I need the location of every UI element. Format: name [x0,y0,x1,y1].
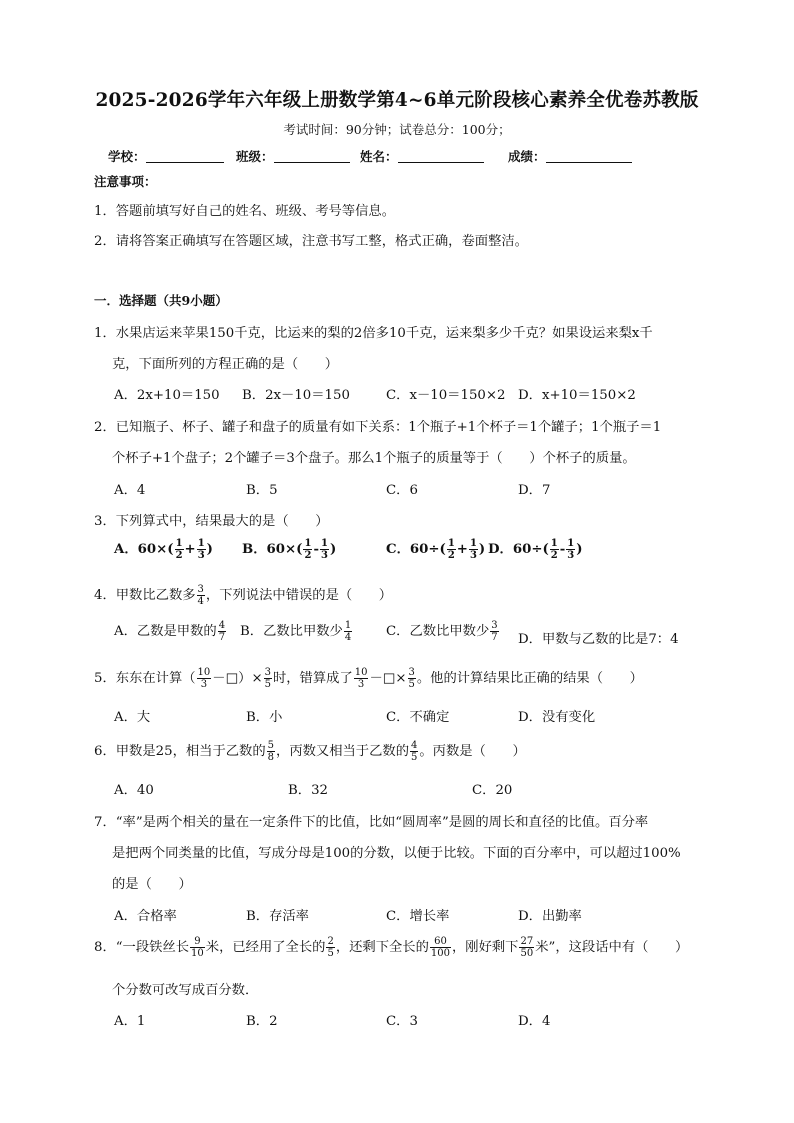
q4-option-a[interactable]: A．乙数是甲数的 $\frac{4}{7}$ [114,620,226,643]
question-8-stem: 8．“一段铁丝长 $\frac{9}{10}$ 米，已经用了全长的 $\frac{2}{5}$ ，还剩下全长的 $\frac{60}{100}$ ，刚好剩下 $\frac{27}{50}$ 米”，这段话中有（ ） [94,936,689,959]
q3-option-c[interactable]: C．60÷( $\frac{1}{2}$ + $\frac{1}{3}$ ) [386,538,486,561]
q7-option-a[interactable]: A．合格率 [114,909,177,924]
section-title: 一．选择题（共9小题） [94,293,228,308]
notice-heading: 注意事项： [94,174,157,189]
q1-option-d[interactable]: D．x+10＝150×2 [518,388,636,403]
q4-option-d[interactable]: D．甲数与乙数的比是7：4 [518,632,679,647]
question-6-stem: 6．甲数是25，相当于乙数的 $\frac{5}{8}$ ，丙数又相当于乙数的 $\frac{4}{5}$ 。丙数是（ ） [94,740,526,763]
score-field[interactable] [508,147,632,165]
question-5-stem: 5．东东在计算（ $\frac{10}{3}$ －□）× $\frac{3}{5}$ 时，错算成了 $\frac{10}{3}$ －□× $\frac{3}{5}$ 。他的计算结果比正确的结果（ ） [94,667,643,690]
question-3-stem: 3．下列算式中，结果最大的是（ ） [94,514,329,529]
q7-option-c[interactable]: C．增长率 [386,909,450,924]
class-label: 班级： [236,149,274,164]
name-label: 姓名： [360,149,398,164]
name-field[interactable] [360,147,484,165]
q6-option-c[interactable]: C．20 [472,783,513,798]
q3-option-b[interactable]: B．60×( $\frac{1}{2}$ - $\frac{1}{3}$ ) [242,538,337,561]
q8-option-d[interactable]: D．4 [518,1014,551,1029]
page-title: 2025-2026学年六年级上册数学第4~6单元阶段核心素养全优卷苏教版 [95,90,699,111]
q2-option-c[interactable]: C．6 [386,483,418,498]
school-field[interactable] [108,147,224,165]
q5-option-a[interactable]: A．大 [114,710,151,725]
q5-option-b[interactable]: B．小 [246,710,283,725]
name-blank[interactable] [398,150,484,163]
class-blank[interactable] [274,150,350,163]
q8-option-a[interactable]: A．1 [114,1014,146,1029]
q1-option-b[interactable]: B．2x－10＝150 [242,388,350,403]
question-7-stem: 7．“率”是两个相关的量在一定条件下的比值，比如“圆周率”是圆的周长和直径的比值。百分率 [94,815,649,830]
q4-option-c[interactable]: C．乙数比甲数少 $\frac{3}{7}$ [386,620,498,643]
question-7-stem-cont: 是把两个同类量的比值，写成分母是100的分数，以便于比较。下面的百分率中，可以超过100% [112,846,681,861]
school-label: 学校： [108,149,146,164]
question-8-stem-cont: 个分数可改写成百分数． [112,983,259,998]
score-blank[interactable] [546,150,632,163]
q8-option-c[interactable]: C．3 [386,1014,418,1029]
question-4-stem: 4．甲数比乙数多 $\frac{3}{4}$ ，下列说法中错误的是（ ） [94,584,393,607]
q1-option-c[interactable]: C．x－10＝150×2 [386,388,506,403]
q4-option-b[interactable]: B．乙数比甲数少 $\frac{1}{4}$ [240,620,352,643]
q8-option-b[interactable]: B．2 [246,1014,278,1029]
exam-subtitle: 考试时间：90分钟；试卷总分：100分； [283,122,511,137]
q7-option-d[interactable]: D．出勤率 [518,909,582,924]
q2-option-d[interactable]: D．7 [518,483,551,498]
question-2-stem-cont: 个杯子+1个盘子；2个罐子＝3个盘子。那么1个瓶子的质量等于（ ）个杯子的质量。 [112,451,636,466]
q3-option-d[interactable]: D．60÷( $\frac{1}{2}$ - $\frac{1}{3}$ ) [488,538,583,561]
q2-option-a[interactable]: A．4 [114,483,146,498]
question-1-stem: 1．水果店运来苹果150千克，比运来的梨的2倍多10千克，运来梨多少千克？如果设运来梨x千 [94,326,653,341]
q2-option-b[interactable]: B．5 [246,483,278,498]
q6-option-a[interactable]: A．40 [114,783,154,798]
notice-item: 1．答题前填写好自己的姓名、班级、考号等信息。 [94,204,395,219]
q5-option-c[interactable]: C．不确定 [386,710,450,725]
school-blank[interactable] [146,150,224,163]
score-label: 成绩： [508,149,546,164]
q6-option-b[interactable]: B．32 [288,783,328,798]
question-1-stem-cont: 克，下面所列的方程正确的是（ ） [112,357,339,372]
question-2-stem: 2．已知瓶子、杯子、罐子和盘子的质量有如下关系：1个瓶子+1个杯子＝1个罐子；1个瓶子＝1 [94,420,662,435]
question-7-stem-cont: 的是（ ） [112,877,192,892]
notice-item: 2．请将答案正确填写在答题区域，注意书写工整，格式正确，卷面整洁。 [94,234,528,249]
q7-option-b[interactable]: B．存活率 [246,909,309,924]
q1-option-a[interactable]: A．2x+10＝150 [114,388,220,403]
class-field[interactable] [236,147,350,165]
q3-option-a[interactable]: A．60×( $\frac{1}{2}$ + $\frac{1}{3}$ ) [114,538,213,561]
q5-option-d[interactable]: D．没有变化 [518,710,596,725]
